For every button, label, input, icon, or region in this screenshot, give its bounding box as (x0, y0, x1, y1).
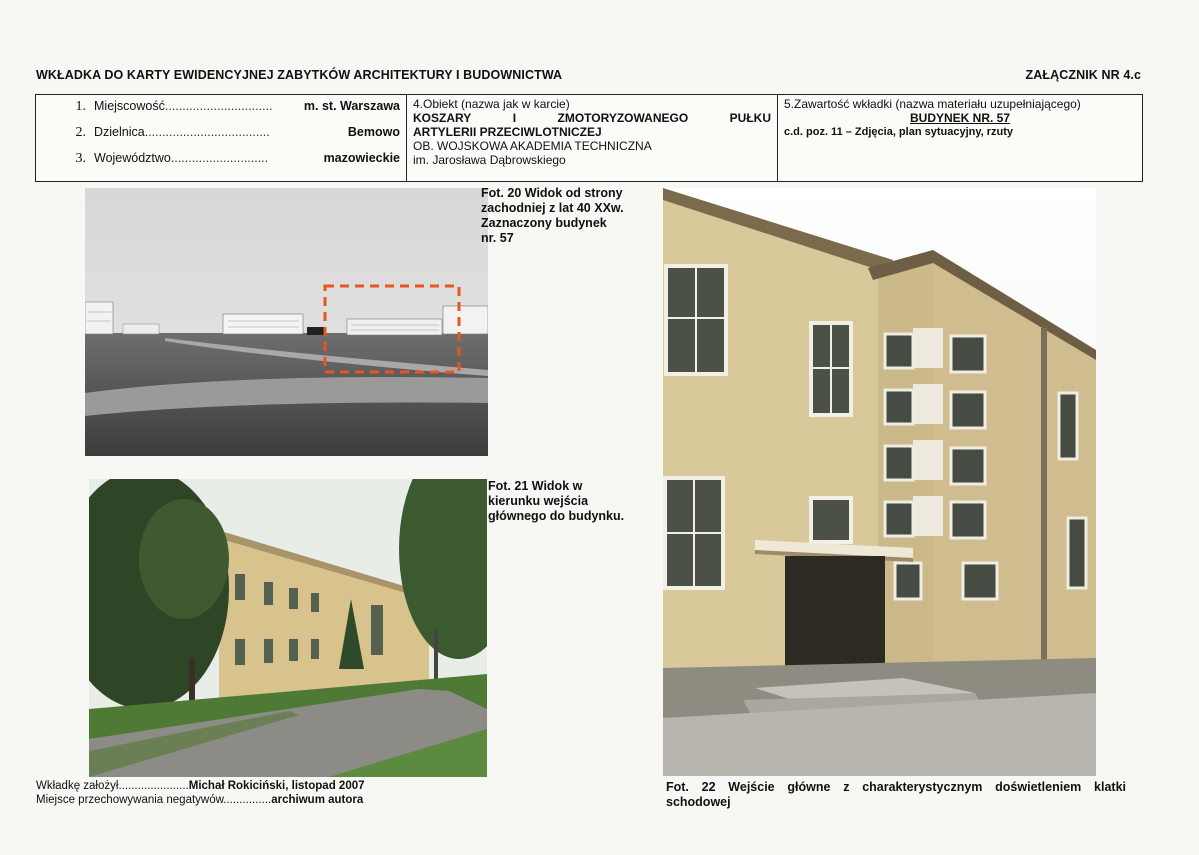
photo-historic-view (85, 188, 488, 456)
location-row-voivodeship: 3. Województwo ............................ mazowieckie (36, 151, 406, 177)
voivodeship-value: mazowieckie (323, 151, 400, 165)
district-value: Bemowo (347, 125, 400, 139)
caption-fot21: Fot. 21 Widok w kierunku wejścia głównego do budynku. (488, 479, 625, 523)
document-title: WKŁADKA DO KARTY EWIDENCYJNEJ ZABYTKÓW ARCHITEKTURY I BUDOWNICTWA (36, 68, 563, 82)
building-number: BUDYNEK NR. 57 (909, 111, 1011, 125)
photo-entrance-approach (89, 479, 487, 777)
object-name-line2: ARTYLERII PRZECIWLOTNICZEJ (413, 125, 602, 139)
location-row-city: 1. Miejscowość ............................... m. st. Warszawa (36, 99, 406, 125)
object-owner-line1: OB. WOJSKOWA AKADEMIA TECHNICZNA (413, 139, 652, 153)
contents-details: c.d. poz. 11 – Zdjęcia, plan sytuacyjny, rzuty (784, 126, 1014, 138)
district-label: Dzielnica (94, 125, 145, 139)
location-cell (36, 95, 407, 181)
object-cell (407, 95, 778, 181)
location-row-district: 2. Dzielnica .................................... Bemowo (36, 125, 406, 151)
object-name-line1: KOSZARY I ZMOTORYZOWANEGO PUŁKU (413, 111, 771, 125)
city-value: m. st. Warszawa (303, 99, 400, 113)
info-table (35, 94, 1143, 182)
annex-number: ZAŁĄCZNIK NR 4.c (1025, 68, 1141, 82)
author-value: Michał Rokiciński, listopad 2007 (188, 780, 365, 792)
contents-label: 5.Zawartość wkładki (nazwa materiału uzupełniającego) (784, 97, 1081, 111)
photo-main-entrance (663, 188, 1096, 776)
caption-fot20: Fot. 20 Widok od strony zachodniej z lat 40 XXw. Zaznaczony budynek nr. 57 (481, 186, 624, 245)
footer-author: Wkładkę założył......................Michał Rokiciński, listopad 2007 (36, 780, 365, 792)
object-owner-line2: im. Jarosława Dąbrowskiego (413, 153, 566, 167)
city-label: Miejscowość (94, 99, 165, 113)
voivodeship-label: Województwo (94, 151, 171, 165)
footer-storage: Miejsce przechowywania negatywów...............archiwum autora (36, 794, 364, 806)
object-label: 4.Obiekt (nazwa jak w karcie) (413, 97, 570, 111)
contents-cell (778, 95, 1142, 181)
storage-value: archiwum autora (271, 794, 364, 806)
caption-fot22: Fot. 22 Wejście główne z charakterystycznym doświetleniem klatki schodowej (666, 780, 1126, 809)
